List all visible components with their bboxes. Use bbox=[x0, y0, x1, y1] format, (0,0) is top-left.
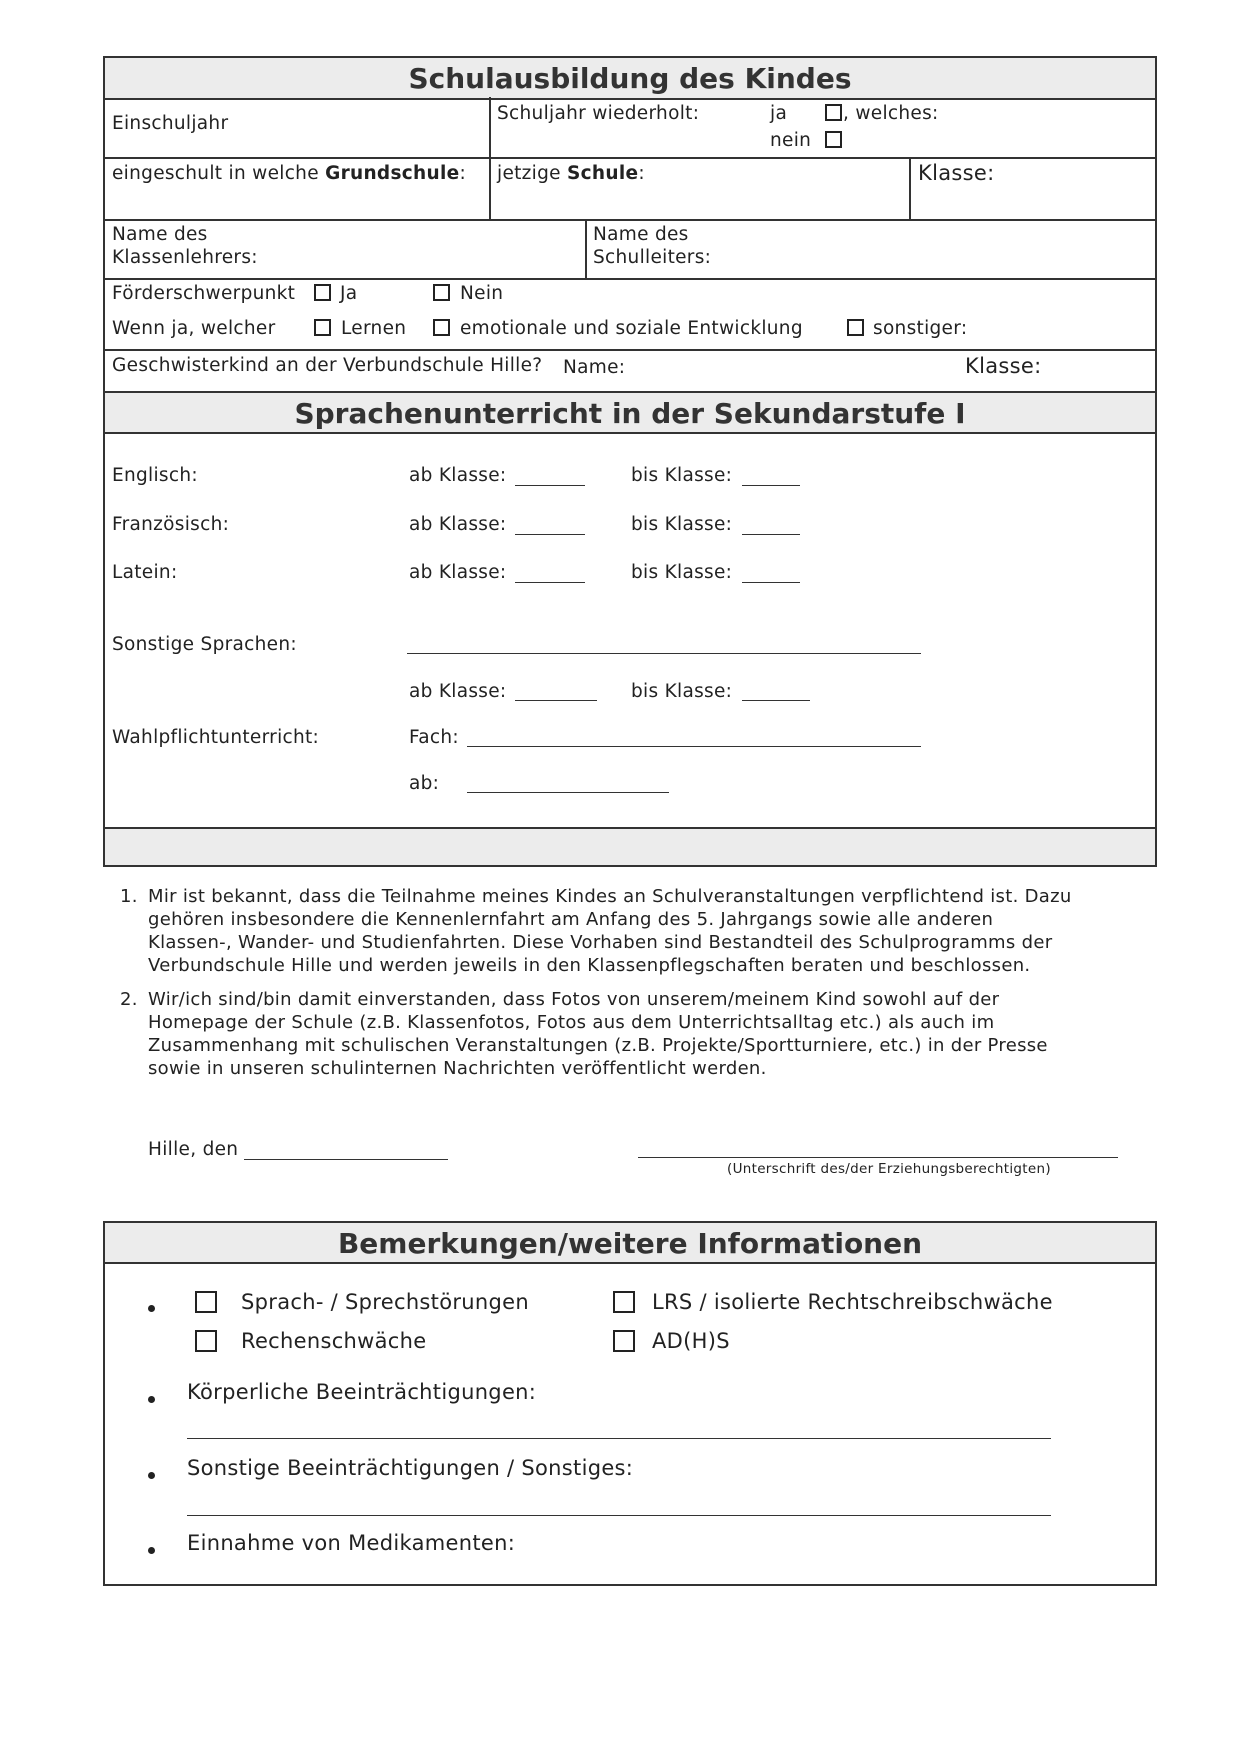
divider bbox=[104, 219, 1156, 221]
date-field[interactable] bbox=[244, 1159, 448, 1160]
divider bbox=[909, 157, 911, 219]
sprach-label: Sprach- / Sprechstörungen bbox=[241, 1290, 529, 1314]
ja-label: ja bbox=[770, 103, 788, 124]
nein-label: nein bbox=[770, 130, 812, 151]
wahlpflicht-label: Wahlpflichtunterricht: bbox=[112, 727, 320, 748]
fach-field[interactable] bbox=[467, 746, 921, 747]
lrs-checkbox[interactable] bbox=[613, 1291, 635, 1313]
englisch-label: Englisch: bbox=[112, 465, 198, 486]
sonstige-bis-label: bis Klasse: bbox=[631, 681, 733, 702]
sonstige-label: Sonstige Beeinträchtigungen / Sonstiges: bbox=[187, 1456, 634, 1480]
klassenlehrer-label-2: Klassenlehrers: bbox=[112, 247, 258, 268]
sonstige-bis-field[interactable] bbox=[742, 700, 810, 701]
grundschule-label: eingeschult in welche Grundschule: bbox=[112, 163, 467, 184]
hille-den-label: Hille, den bbox=[148, 1139, 239, 1160]
foerder-ja-checkbox[interactable] bbox=[314, 284, 331, 301]
wiederholt-label: Schuljahr wiederholt: bbox=[497, 103, 700, 124]
englisch-bis-field[interactable] bbox=[742, 485, 800, 486]
welches-label: , welches: bbox=[843, 103, 939, 124]
klasse-label: Klasse: bbox=[918, 161, 995, 185]
latein-ab-label: ab Klasse: bbox=[409, 562, 507, 583]
foerderschwerpunkt-label: Förderschwerpunkt bbox=[112, 283, 296, 304]
koerper-label: Körperliche Beeinträchtigungen: bbox=[187, 1380, 537, 1404]
latein-bis-field[interactable] bbox=[742, 582, 800, 583]
languages-footer-band bbox=[105, 827, 1155, 865]
sonstige-ab-label: ab Klasse: bbox=[409, 681, 507, 702]
rechen-checkbox[interactable] bbox=[195, 1330, 217, 1352]
latein-ab-field[interactable] bbox=[515, 582, 585, 583]
languages-section-title: Sprachenunterricht in der Sekundarstufe I bbox=[105, 393, 1155, 434]
sonstige-sprachen-field[interactable] bbox=[407, 653, 921, 654]
emotional-label: emotionale und soziale Entwicklung bbox=[460, 318, 803, 339]
signature-caption: (Unterschrift des/der Erziehungsberechtigten) bbox=[727, 1161, 1051, 1177]
wenn-ja-label: Wenn ja, welcher bbox=[112, 318, 276, 339]
foerder-ja-label: Ja bbox=[340, 283, 358, 304]
schulleiter-label-1: Name des bbox=[593, 224, 689, 245]
geschwister-name-label: Name: bbox=[563, 357, 626, 378]
remarks-section-title: Bemerkungen/weitere Informationen bbox=[105, 1223, 1155, 1264]
sonstige-sprachen-label: Sonstige Sprachen: bbox=[112, 634, 297, 655]
bullet-icon bbox=[148, 1547, 155, 1554]
franzoesisch-ab-label: ab Klasse: bbox=[409, 514, 507, 535]
sonstige-field[interactable] bbox=[187, 1515, 1051, 1516]
divider bbox=[104, 278, 1156, 280]
wiederholt-nein-checkbox[interactable] bbox=[825, 131, 842, 148]
fach-label: Fach: bbox=[409, 727, 459, 748]
lernen-checkbox[interactable] bbox=[314, 319, 331, 336]
koerper-field[interactable] bbox=[187, 1438, 1051, 1439]
bullet-icon bbox=[148, 1396, 155, 1403]
divider bbox=[104, 157, 1156, 159]
sonstiger-label: sonstiger: bbox=[873, 318, 968, 339]
wiederholt-ja-checkbox[interactable] bbox=[825, 104, 842, 121]
bullet-icon bbox=[148, 1305, 155, 1312]
einschuljahr-label: Einschuljahr bbox=[112, 113, 229, 134]
sonstige-ab-field[interactable] bbox=[515, 700, 597, 701]
adhs-label: AD(H)S bbox=[652, 1329, 730, 1353]
divider bbox=[585, 219, 587, 278]
lernen-label: Lernen bbox=[341, 318, 407, 339]
englisch-ab-label: ab Klasse: bbox=[409, 465, 507, 486]
jetzige-schule-label: jetzige Schule: bbox=[497, 163, 645, 184]
adhs-checkbox[interactable] bbox=[613, 1330, 635, 1352]
schulleiter-label-2: Schulleiters: bbox=[593, 247, 712, 268]
divider bbox=[104, 349, 1156, 351]
latein-bis-label: bis Klasse: bbox=[631, 562, 733, 583]
consent-item-1-number: 1. bbox=[120, 886, 138, 907]
bullet-icon bbox=[148, 1472, 155, 1479]
rechen-label: Rechenschwäche bbox=[241, 1329, 427, 1353]
klassenlehrer-label-1: Name des bbox=[112, 224, 208, 245]
signature-field[interactable] bbox=[638, 1157, 1118, 1158]
franzoesisch-bis-label: bis Klasse: bbox=[631, 514, 733, 535]
ab-field[interactable] bbox=[467, 792, 669, 793]
latein-label: Latein: bbox=[112, 562, 178, 583]
medikamente-label: Einnahme von Medikamenten: bbox=[187, 1531, 516, 1555]
franzoesisch-ab-field[interactable] bbox=[515, 534, 585, 535]
languages-section bbox=[103, 391, 1157, 867]
lrs-label: LRS / isolierte Rechtschreibschwäche bbox=[652, 1290, 1053, 1314]
emotional-checkbox[interactable] bbox=[433, 319, 450, 336]
geschwister-label: Geschwisterkind an der Verbundschule Hille? bbox=[112, 355, 543, 376]
englisch-bis-label: bis Klasse: bbox=[631, 465, 733, 486]
consent-item-2-text: Wir/ich sind/bin damit einverstanden, dass Fotos von unserem/meinem Kind sowohl auf der Homepage der Schule (z.B. Klassenfotos, Fotos aus dem Unterrichtsalltag etc.) als auch im Zusammenhang mit schulischen Veranstaltungen (z.B. Projekte/Sportturniere, etc.) in der Presse sowie in unseren schulinternen Nachrichten veröffentlicht werden. bbox=[148, 989, 1048, 1079]
sonstiger-checkbox[interactable] bbox=[847, 319, 864, 336]
englisch-ab-field[interactable] bbox=[515, 485, 585, 486]
ab-label: ab: bbox=[409, 773, 440, 794]
consent-item-2-number: 2. bbox=[120, 989, 138, 1010]
foerder-nein-checkbox[interactable] bbox=[433, 284, 450, 301]
school-section-title: Schulausbildung des Kindes bbox=[105, 58, 1155, 100]
consent-item-1-text: Mir ist bekannt, dass die Teilnahme meines Kindes an Schulveranstaltungen verpflichtend ist. Dazu gehören insbesondere die Kennenlernfahrt am Anfang des 5. Jahrgangs sowie alle anderen Klassen-, Wander- und Studienfahrten. Diese Vorhaben sind Bestandteil des Schulprogramms der Verbundschule Hille und werden jeweils in den Klassenpflegschaften beraten und beschlossen. bbox=[148, 886, 1072, 976]
foerder-nein-label: Nein bbox=[460, 283, 504, 304]
divider bbox=[489, 97, 491, 219]
franzoesisch-label: Französisch: bbox=[112, 514, 230, 535]
sprach-checkbox[interactable] bbox=[195, 1291, 217, 1313]
geschwister-klasse-label: Klasse: bbox=[965, 354, 1042, 378]
franzoesisch-bis-field[interactable] bbox=[742, 534, 800, 535]
